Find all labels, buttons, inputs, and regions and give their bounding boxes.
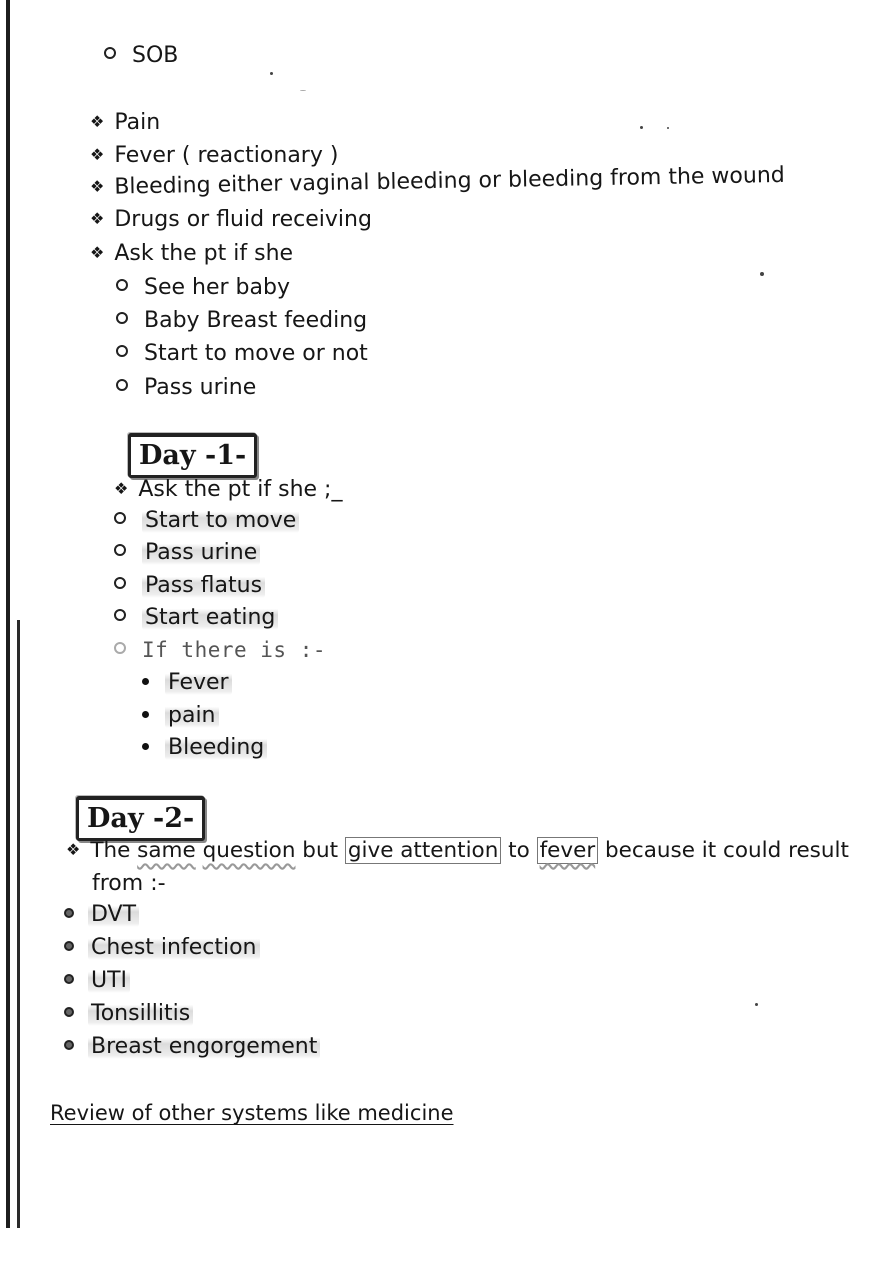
dot-bullet-icon (142, 678, 149, 685)
scan-speck (667, 127, 669, 129)
list-item: UTI (64, 966, 130, 996)
circle-bullet-icon (116, 279, 128, 291)
list-item: Chest infection (64, 933, 260, 963)
list-item: Start eating (114, 603, 278, 633)
circle-bullet-icon (114, 577, 126, 589)
list-item: ❖ Pain (90, 107, 160, 138)
page-edge-line (6, 0, 10, 1228)
list-item: ❖ Fever ( reactionary ) (90, 140, 338, 171)
circle-bullet-icon (114, 609, 126, 621)
circle-bullet-icon (116, 312, 128, 324)
circle-bullet-icon (114, 544, 126, 556)
bullseye-bullet-icon (64, 1040, 74, 1050)
footer-note: Review of other systems like medicine (50, 1101, 454, 1125)
page-edge-line (17, 620, 20, 1228)
list-item: Tonsillitis (64, 999, 193, 1029)
day2-intro: ❖ The same question but give attention to fever because it could result (66, 835, 849, 866)
bullseye-bullet-icon (64, 908, 74, 918)
diamond-bullet-icon: ❖ (66, 840, 81, 859)
list-item: Baby Breast feeding (116, 306, 367, 336)
circle-bullet-icon (114, 642, 126, 654)
bullseye-bullet-icon (64, 1007, 74, 1017)
diamond-bullet-icon: ❖ (90, 209, 105, 228)
list-item: Start to move (114, 506, 299, 536)
circle-bullet-icon (116, 345, 128, 357)
circle-bullet-icon (114, 512, 126, 524)
list-item: Start to move or not (116, 339, 368, 369)
list-item: If there is :- (114, 635, 326, 666)
scan-speck (755, 1003, 758, 1006)
list-item: See her baby (116, 273, 290, 303)
list-item: Bleeding (142, 733, 267, 763)
list-item: pain (142, 701, 219, 731)
scan-speck (300, 90, 306, 91)
diamond-bullet-icon: ❖ (90, 145, 105, 164)
list-item: Pass flatus (114, 571, 265, 601)
scan-speck (270, 72, 273, 75)
bullseye-bullet-icon (64, 941, 74, 951)
list-item: ❖ Ask the pt if she (90, 238, 293, 269)
diamond-bullet-icon: ❖ (114, 479, 129, 498)
list-item: ❖ Ask the pt if she ;_ (114, 474, 342, 505)
list-item: ❖ Drugs or fluid receiving (90, 204, 372, 235)
bullseye-bullet-icon (64, 974, 74, 984)
scan-speck (760, 272, 764, 276)
dot-bullet-icon (142, 711, 149, 718)
scan-speck (640, 126, 643, 129)
circle-bullet-icon (104, 47, 116, 59)
day2-intro-line2: from :- (92, 871, 166, 896)
dot-bullet-icon (142, 743, 149, 750)
list-item: SOB (104, 41, 178, 71)
day2-heading: Day -2- (76, 796, 205, 841)
list-item: DVT (64, 900, 139, 930)
list-item: Fever (142, 668, 232, 698)
list-item: Breast engorgement (64, 1032, 320, 1062)
circle-bullet-icon (116, 379, 128, 391)
list-item: ❖ Bleeding either vaginal bleeding or bleeding from the wound (90, 160, 785, 203)
list-item: Pass urine (114, 538, 260, 568)
diamond-bullet-icon: ❖ (89, 176, 105, 196)
diamond-bullet-icon: ❖ (90, 243, 105, 262)
diamond-bullet-icon: ❖ (90, 112, 105, 131)
day1-heading: Day -1- (128, 433, 257, 478)
list-item: Pass urine (116, 373, 256, 403)
